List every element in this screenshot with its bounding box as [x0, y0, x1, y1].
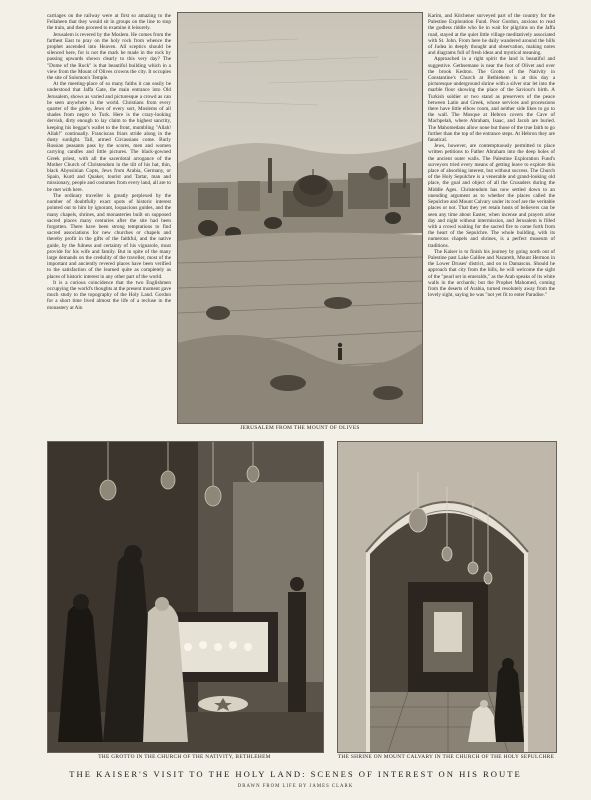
caption-grotto: THE GROTTO IN THE CHURCH OF THE NATIVITY, BETHLEHEM [98, 754, 271, 760]
paragraph: At the meeting-place of so many faiths it can easily be understood that Jaffa Gate, the main entrance into Old Jerusalem, shows as varied and picturesque a crowd as can be seen anywhere in the world. Christians from every quarter of the globe, Jews of every sort, Moslems of all shades from negro to Turk. Here is the crazy-looking dervish, dirty enough to lay claim to the highest sanctity, keeping his beggar's wallet to the front, mumbling "Allah! Allah!" continually. Franciscan friars stride along in the dusty sunlight. Tall, armed Circassians come. Burly Russian peasants pass by the scores, men and women carrying candles and little pictures. The black-gowned Greek priest, with all the sacerdotal arrogance of the Mother Church of Christendom in the tilt of his hat, thin, black Abyssinian Copts, Jews from Arabia, Germany, or Spain, Kurd and Quaker, tourist and Tartar, man and missionary, people and costumes from every land, all are to be met with here. [47, 81, 171, 193]
paragraph: Jews, however, are contemptuously permitted to place written petitions to Father Abraham into the deep holes of the ancient outer walls. The Palestine Exploration Fund's surveyors tried every means of getting leave to explore this place of absorbing interest, but without success. The Church of the Holy Sepulchre is a venerable and grand-looking old place, the goal and object of all the Crusaders during the Middle Ages. Christendom has now settled down to an unending argument as to whether the places called the Sepulchre and Mount Calvary under its roof are the veritable places or not. That they yet retain hosts of believers can be seen any time about Easter, when incense and prayers arise day and night without intermission, and Jerusalem is filled with a crowd waiting for the sacred fire to come forth from the heart of the Sepulchre. The whole building, with its numerous chapels and shrines, is a perfect museum of traditions. [428, 143, 555, 249]
calvary-engraving [338, 442, 556, 752]
illustration-jerusalem [177, 12, 423, 424]
paragraph: carriages on the railway were at first so amazing to the Fellaheen that they would sit in groups on the line to stop the train, and then proceed to examine it leisurely. [47, 13, 171, 32]
paragraph: Karim, and Kitchener surveyed part of the country for the Palestine Exploration Fund. Poor Gordon, anxious to read the godless riddle who lie in wait for pilgrims on the Jaffa road, stayed at the quiet little village meditatively associated with St. John. From here he daily wandered around the hills of Judea in deeply thought and observation, making notes and diagrams full of fresh ideas and mystical meaning. [428, 13, 555, 57]
caption-calvary: THE SHRINE ON MOUNT CALVARY IN THE CHURCH OF THE HOLY SEPULCHRE [337, 754, 555, 760]
paragraph: Approached in a right spirit the land is beautiful and suggestive. Gethsemane is near the foot of Olivet and over the brook Kedron. The Grotto of the Nativity in Constantine's Church at Bethlehem is at this day a picturesque underground shrine with a silver star let into the marble floor showing the place of the Saviour's birth. A Turkish soldier or two stand as preservers of the peace between Latin and Greek, whose services and processions there have little elbow room, and neither side likes to go to the wall. The Mosque at Hebron covers the Cave of Machpelah, where Abraham, Isaac, and Jacob are buried. The Mahomedans allow none but those of the true faith to go further than the top of the entrance steps. At Hebron they are fanatical. [428, 56, 555, 144]
article-column-left [47, 13, 171, 431]
article-column-right [428, 13, 555, 418]
paragraph: It is a curious coincidence that the two Englishmen occupying the world's thoughts at the present moment gave much study to the topography of the Holy Land. Gordon for a short time lived almost the life of a recluse in the monastery at Ain [47, 279, 171, 311]
paragraph: The ordinary traveller is greatly perplexed by the number of doubtfully exact spots of historic interest pointed out to him by ignorant, loquacious guides, and the many chapels, shrines, and monasteries built on supposed sacred places many centuries after the site had been forgotten. There have been strong temptations to find sacred associations for new churches or chapels and thereby profit in the gifts of the faithful, and the native guide, by the fulness and certainty of his vignarole, must provide for his wife and family. But in spite of the many large demands on the credulity of the traveller, most of the important and anciently revered places have been verified to the satisfaction of the learned quite as completely as places of historic interest in any other part of the world. [47, 192, 171, 280]
paragraph: The Kaiser is to finish his journey by going north out of Palestine past Lake Galilee and Nazareth, Mount Hermon in the Lower Druses' district, and on to Damascus. Should he approach that city from the hills, he will welcome the sight of the "pearl set in emeralds," as the Arab speaks of its white walls in the orchards; but the Prophet Mahomed, coming from the deserts of Arabia, turned resolutely away from the lovely sight, saying he was "not yet fit to enter Paradise." [428, 248, 555, 299]
illustration-calvary [337, 441, 557, 753]
jerusalem-engraving [178, 13, 422, 423]
caption-jerusalem: JERUSALEM FROM THE MOUNT OF OLIVES [240, 425, 360, 431]
illustration-grotto [47, 441, 324, 753]
grotto-engraving [48, 442, 323, 752]
page-subtitle: DRAWN FROM LIFE BY JAMES CLARK [237, 784, 354, 789]
paragraph: Jerusalem is revered by the Moslem. He comes from the farthest East to pray on the holy rock from whence the prophet ascended into Heaven. All sceptics should be silenced here, for is not the mark he made in the rock by passing upwards shown clearly to this very day? The "Dome of the Rock" is that beautiful building which in a view from the Mount of Olives crowns the city. It occupies the site of Solomon's Temple. [47, 31, 171, 82]
page-title: THE KAISER'S VISIT TO THE HOLY LAND: SCENES OF INTEREST ON HIS ROUTE [69, 769, 522, 779]
